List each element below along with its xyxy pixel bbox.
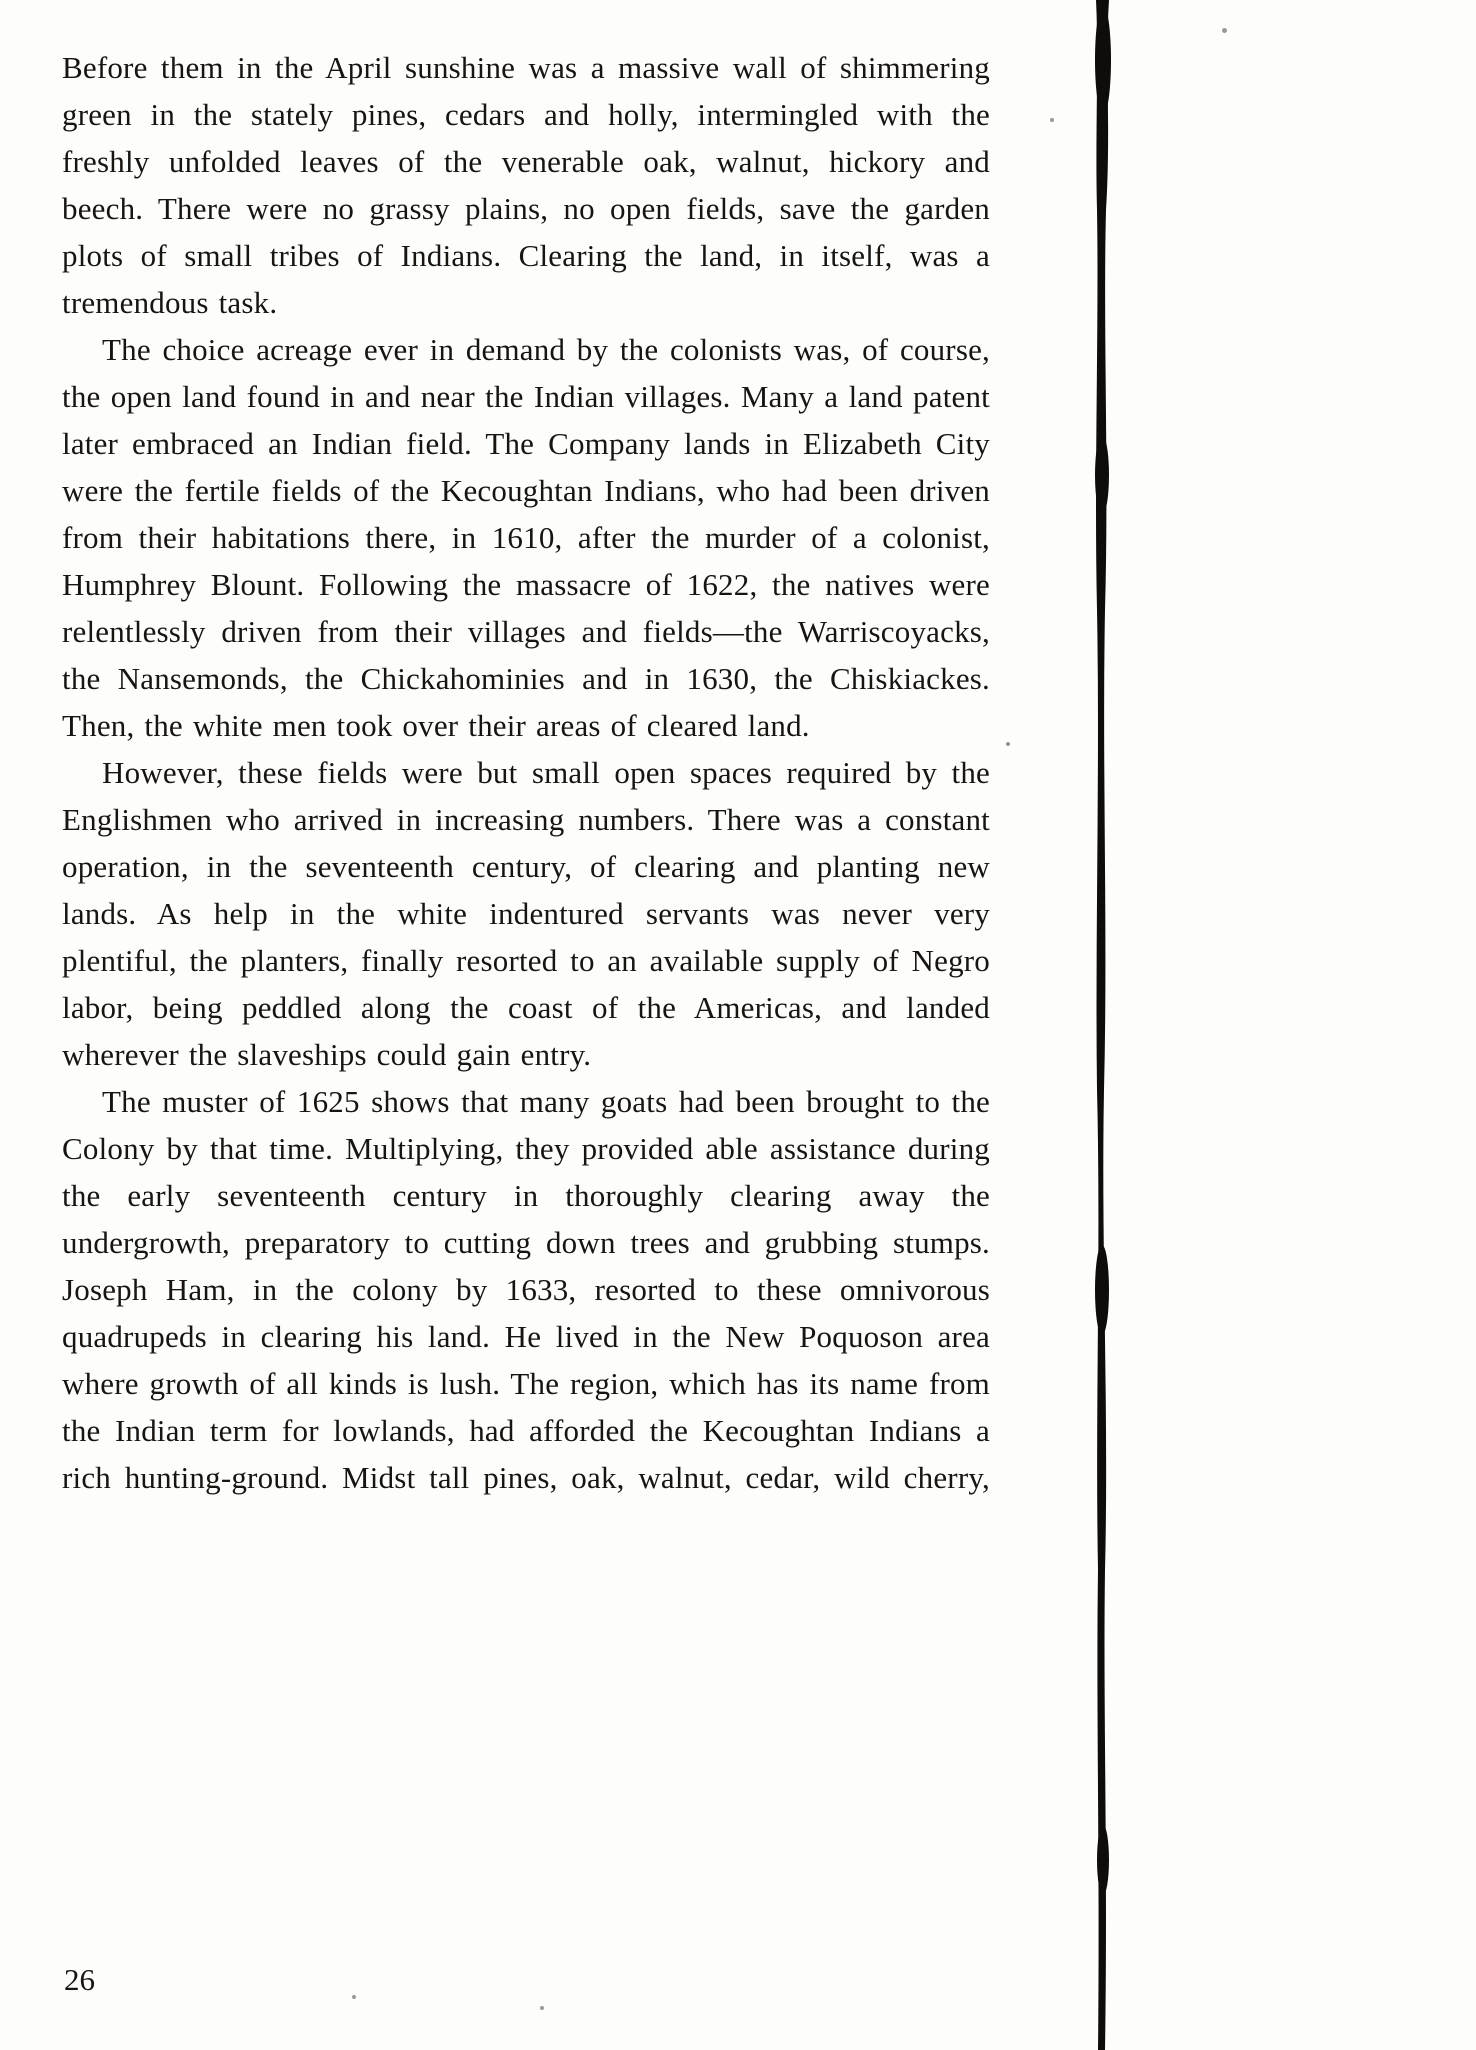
scan-speck	[1050, 118, 1054, 122]
scan-speck	[352, 1995, 356, 1999]
paragraph: Before them in the April sunshine was a massive wall of shimmering green in the stately pines, cedars and holly, intermingled with the freshly unfolded leaves of the venerable oak, walnut, hickory and beech. There were no grassy plains, no open fields, save the garden plots of small tribes of Indians. Clearing the land, in itself, was a tremendous task.	[62, 50, 990, 320]
scan-speck	[1006, 742, 1010, 746]
paragraph: The muster of 1625 shows that many goats had been brought to the Colony by that time. Multiplying, they provided able assistance during the early seventeenth century in thoroughly clearing away the undergrowth, preparatory to cutting down trees and grubbing stumps. Joseph Ham, in the colony by 1633, resorted to these omnivorous quadrupeds in clearing his land. He lived in the New Poquoson area where growth of all kinds is lush. The region, which has its name from the Indian term for lowlands, had afforded the Kecoughtan Indians a rich hunting-ground. Midst tall pines, oak, walnut, cedar, wild cherry,	[62, 1084, 990, 1495]
scan-speck	[1222, 28, 1227, 33]
body-text	[62, 44, 990, 1501]
scan-speck	[540, 2006, 544, 2010]
book-binding-shadow	[1082, 0, 1138, 2050]
paragraph: The choice acreage ever in demand by the colonists was, of course, the open land found in and near the Indian villages. Many a land patent later embraced an Indian field. The Company lands in Elizabeth City were the fertile fields of the Kecoughtan Indians, who had been driven from their habitations there, in 1610, after the murder of a colonist, Humphrey Blount. Following the massacre of 1622, the natives were relentlessly driven from their villages and fields—the Warriscoyacks, the Nansemonds, the Chickahominies and in 1630, the Chiskiackes. Then, the white men took over their areas of cleared land.	[62, 332, 990, 743]
paragraph: However, these fields were but small open spaces required by the Englishmen who arrived in increasing numbers. There was a constant operation, in the seventeenth century, of clearing and planting new lands. As help in the white indentured servants was never very plentiful, the planters, finally resorted to an available supply of Negro labor, being peddled along the coast of the Americas, and landed wherever the slaveships could gain entry.	[62, 755, 990, 1072]
page-number: 26	[64, 1962, 95, 1997]
